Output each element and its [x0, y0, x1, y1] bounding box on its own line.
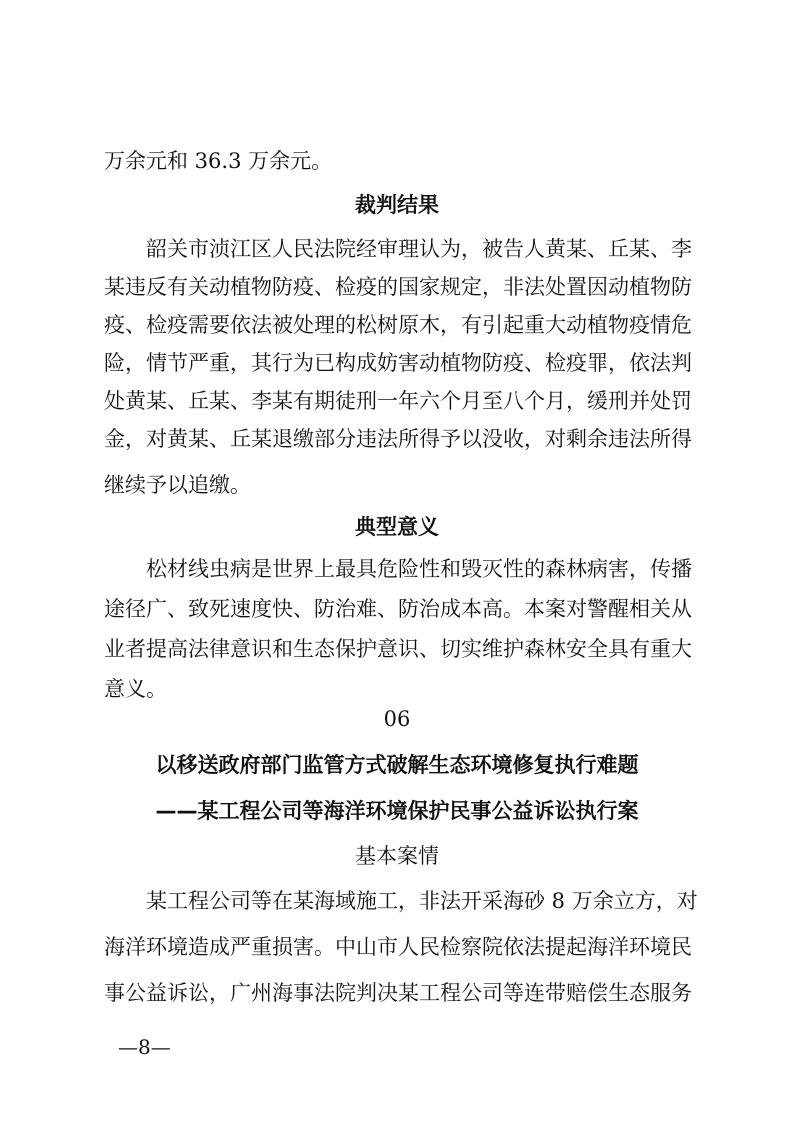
paragraph-line: 某工程公司等在某海域施工，非法开采海砂 8 万余立方，对: [146, 889, 698, 913]
case-title-line-2: ——某工程公司等海洋环境保护民事公益诉讼执行案: [155, 799, 639, 823]
paragraph-line: 海洋环境造成严重损害。中山市人民检察院依法提起海洋环境民: [104, 935, 692, 959]
paragraph-line: 处黄某、丘某、李某有期徒刑一年六个月至八个月，缓刑并处罚: [104, 389, 692, 413]
case-number: 06: [383, 707, 411, 731]
section-heading-significance: 典型意义: [355, 514, 439, 539]
page-number: —8—: [118, 1035, 171, 1059]
paragraph-line: 金，对黄某、丘某退缴部分违法所得予以没收，对剩余违法所得: [104, 427, 692, 451]
paragraph-line: 继续予以追缴。: [104, 473, 251, 497]
paragraph-line: 疫、检疫需要依法被处理的松树原木，有引起重大动植物疫情危: [104, 313, 692, 337]
section-heading-basic: 基本案情: [355, 844, 439, 868]
paragraph-line: 事公益诉讼，广州海事法院判决某工程公司等连带赔偿生态服务: [104, 981, 692, 1005]
paragraph-line: 险，情节严重，其行为已构成妨害动植物防疫、检疫罪，依法判: [104, 351, 692, 375]
paragraph-line: 万余元和 36.3 万余元。: [104, 149, 333, 173]
paragraph-line: 某违反有关动植物防疫、检疫的国家规定，非法处置因动植物防: [104, 275, 692, 299]
paragraph-line: 途径广、致死速度快、防治难、防治成本高。本案对警醒相关从: [104, 597, 692, 621]
paragraph-line: 韶关市浈江区人民法院经审理认为，被告人黄某、丘某、李: [146, 237, 692, 261]
paragraph-line: 业者提高法律意识和生态保护意识、切实维护森林安全具有重大: [104, 637, 692, 661]
paragraph-line: 松材线虫病是世界上最具危险性和毁灭性的森林病害，传播: [146, 557, 692, 581]
case-title-line-1: 以移送政府部门监管方式破解生态环境修复执行难题: [155, 753, 639, 777]
section-heading-verdict: 裁判结果: [355, 192, 439, 217]
paragraph-line: 意义。: [104, 677, 167, 701]
